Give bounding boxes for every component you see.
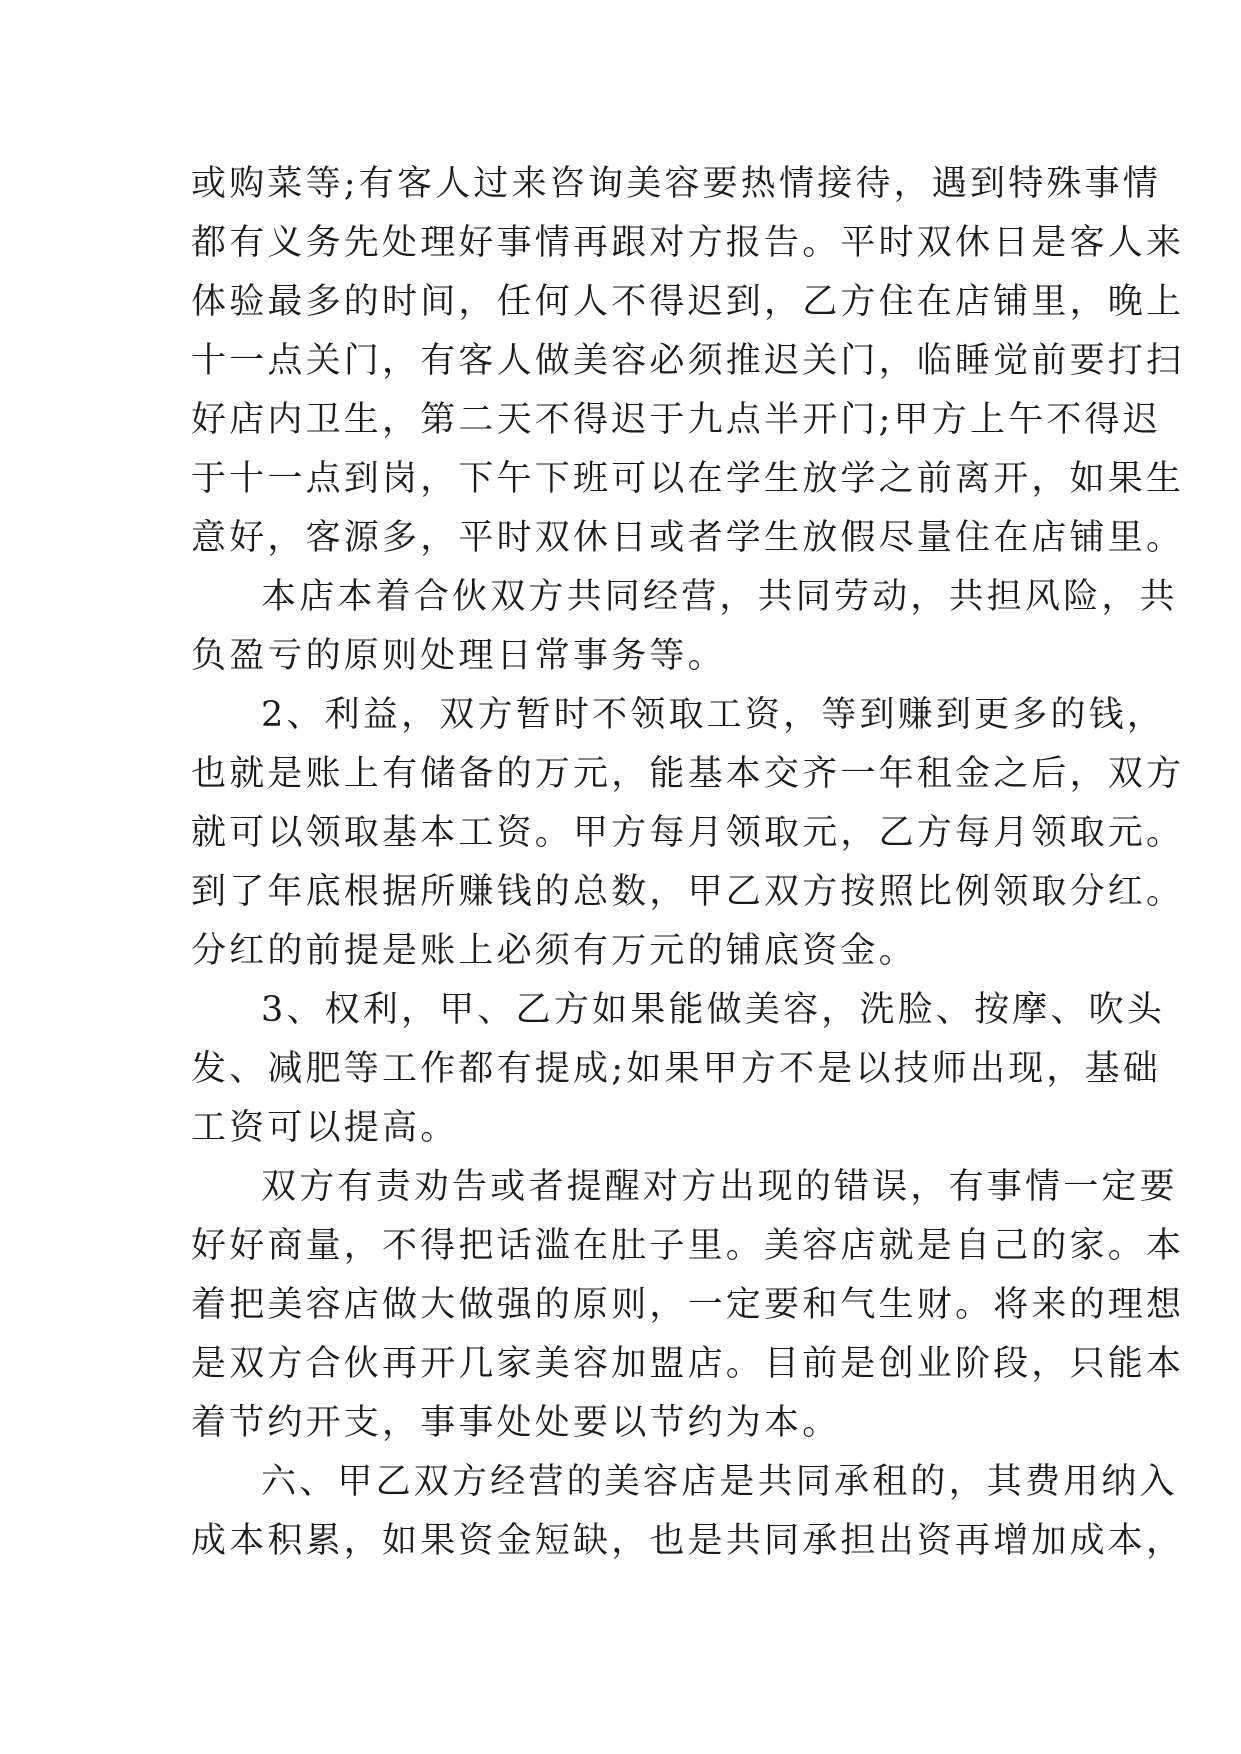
text-line: 发、减肥等工作都有提成;如果甲方不是以技师出现，基础 <box>191 1049 1161 1089</box>
text-line: 着节约开支，事事处处要以节约为本。 <box>191 1403 841 1443</box>
text-line: 就可以领取基本工资。甲方每月领取元，乙方每月领取元。 <box>191 813 1185 853</box>
text-line: 到了年底根据所赚钱的总数，甲乙双方按照比例领取分红。 <box>191 872 1185 912</box>
text-line: 体验最多的时间，任何人不得迟到，乙方住在店铺里，晚上 <box>191 282 1185 322</box>
text-line: 是双方合伙再开几家美容加盟店。目前是创业阶段，只能本 <box>191 1344 1185 1384</box>
text-line: 于十一点到岗，下午下班可以在学生放学之前离开，如果生 <box>191 459 1185 499</box>
text-line: 分红的前提是账上必须有万元的铺底资金。 <box>191 931 917 971</box>
text-line: 都有义务先处理好事情再跟对方报告。平时双休日是客人来 <box>191 223 1185 263</box>
text-line: 或购菜等;有客人过来咨询美容要热情接待，遇到特殊事情 <box>191 164 1161 204</box>
text-line: 十一点关门，有客人做美容必须推迟关门，临睡觉前要打扫 <box>191 341 1185 381</box>
text-line: 成本积累，如果资金短缺，也是共同承担出资再增加成本， <box>191 1521 1185 1561</box>
text-line: 也就是账上有储备的万元，能基本交齐一年租金之后，双方 <box>191 754 1185 794</box>
text-line: 六、甲乙双方经营的美容店是共同承租的，其费用纳入 <box>261 1462 1178 1502</box>
text-line: 2、利益，双方暂时不领取工资，等到赚到更多的钱， <box>261 695 1166 735</box>
text-line: 着把美容店做大做强的原则，一定要和气生财。将来的理想 <box>191 1285 1185 1325</box>
text-line: 意好，客源多，平时双休日或者学生放假尽量住在店铺里。 <box>191 518 1185 558</box>
document-body <box>191 155 1185 1571</box>
text-line: 工资可以提高。 <box>191 1108 459 1148</box>
text-line: 3、权利，甲、乙方如果能做美容，洗脸、按摩、吹头 <box>261 990 1166 1030</box>
text-line: 好好商量，不得把话滥在肚子里。美容店就是自己的家。本 <box>191 1226 1185 1266</box>
text-line: 本店本着合伙双方共同经营，共同劳动，共担风险，共 <box>261 577 1178 617</box>
text-line: 好店内卫生，第二天不得迟于九点半开门;甲方上午不得迟 <box>191 400 1161 440</box>
text-line: 双方有责劝告或者提醒对方出现的错误，有事情一定要 <box>261 1167 1178 1207</box>
text-line: 负盈亏的原则处理日常事务等。 <box>191 636 726 676</box>
